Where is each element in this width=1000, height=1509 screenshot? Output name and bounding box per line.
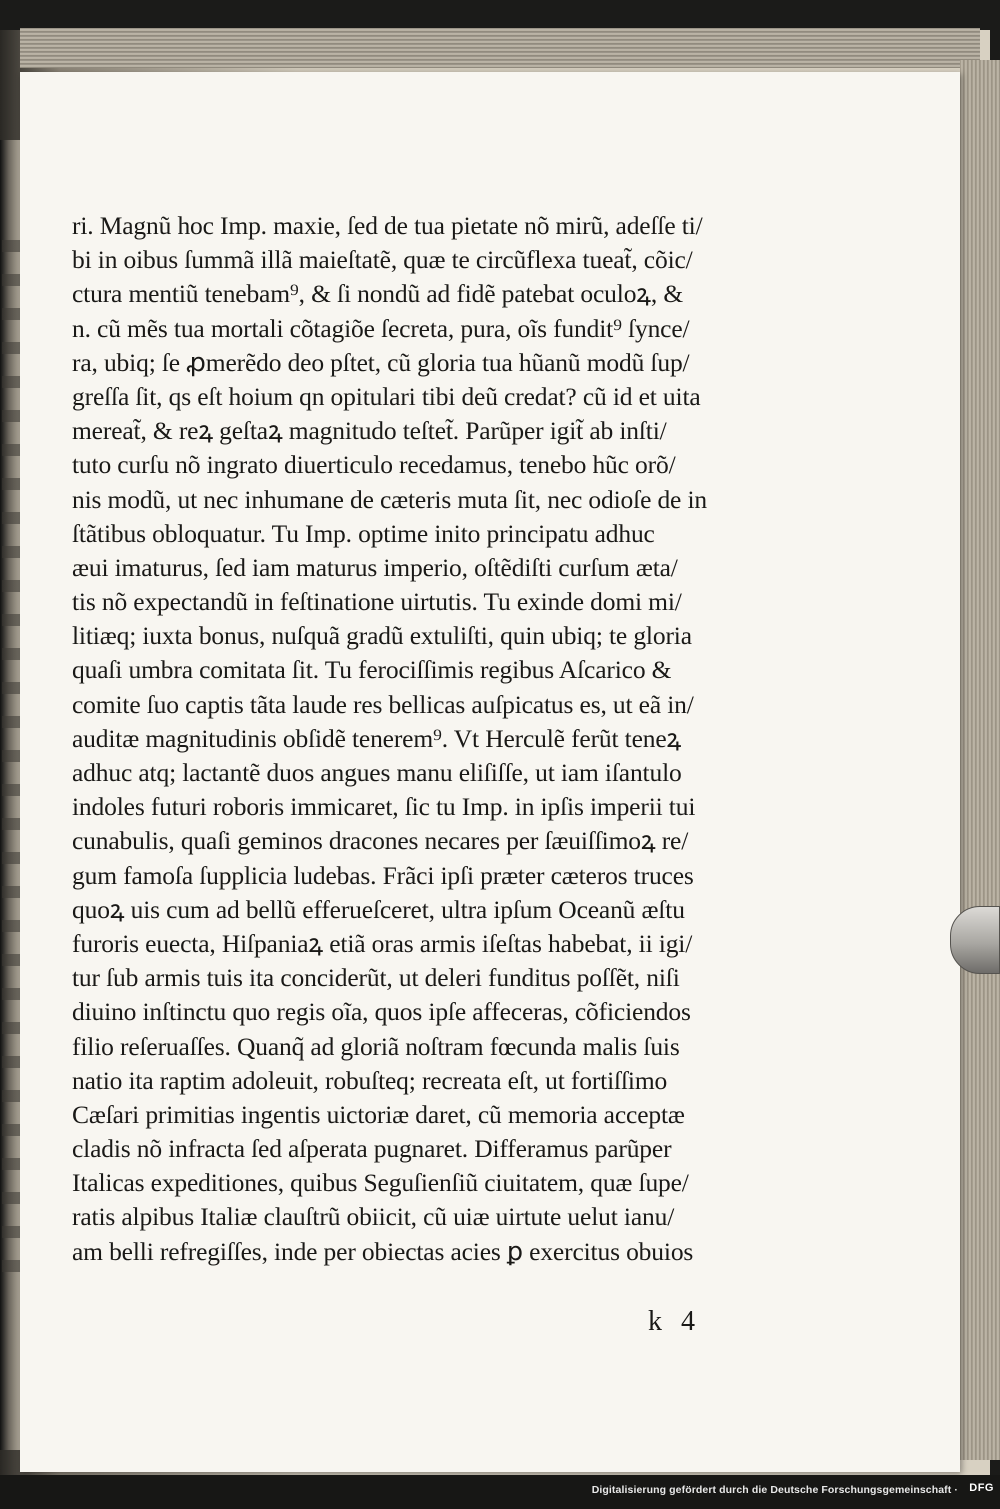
text-line: cladis nõ infracta ſed aſperata pugnaret. Differamus parũper xyxy=(72,1134,672,1164)
book-page xyxy=(20,72,960,1472)
footer-credit: Digitalisierung gefördert durch die Deutsche Forschungsgemeinschaft · xyxy=(591,1484,958,1496)
page-clip xyxy=(950,906,1000,974)
top-page-edges xyxy=(20,28,980,68)
text-line: ſtãtibus obloquatur. Tu Imp. optime inito principatu adhuc xyxy=(72,518,655,548)
text-line: quoꝝ uis cum ad bellũ efferueſceret, ultra ipſum Oceanũ æſtu xyxy=(72,894,685,924)
text-line: comite ſuo captis tãta laude res bellicas auſpicatus es, ut eã in/ xyxy=(72,689,694,719)
left-page-text-fragment xyxy=(2,240,20,1290)
text-line: cunabulis, quaſi geminos dracones necares per ſæuiſſimoꝝ re/ xyxy=(72,826,689,856)
fore-edge xyxy=(960,60,1000,1460)
text-line: litiæq; iuxta bonus, nuſquã gradũ extuliſti, quin ubiq; te gloria xyxy=(72,621,692,651)
text-line: gum famoſa ſupplicia ludebas. Frãci ipſi præter cæteros truces xyxy=(72,860,694,890)
text-line: furoris euecta, Hiſpaniaꝝ etiã oras armis iſeſtas habebat, ii igi/ xyxy=(72,928,693,958)
text-line: æui imaturus, ſed iam maturus imperio, oſtẽdiſti curſum æta/ xyxy=(72,552,678,582)
text-line: Cæſari primitias ingentis uictoriæ daret, cũ memoria acceptæ xyxy=(72,1099,685,1129)
text-line: quaſi umbra comitata ſit. Tu ferociſſimis regibus Aſcarico & xyxy=(72,655,672,685)
text-line: ctura mentiũ tenebam⁹, & ſi nondũ ad fidẽ patebat oculoꝝ, & xyxy=(72,279,684,309)
text-line: tur ſub armis tuis ita conciderũt, ut deleri funditus poſſẽt, niſi xyxy=(72,963,680,993)
text-line: ri. Magnũ hoc Imp. maxie, ſed de tua pietate nõ mirũ, adeſſe ti/ xyxy=(72,211,703,240)
text-line: bi in oibus ſummã illã maieſtatẽ, quæ te circũflexa tueat̃, cõic/ xyxy=(72,245,693,275)
text-line: ratis alpibus Italiæ clauſtrũ obiicit, cũ uiæ uirtute uelut ianu/ xyxy=(72,1202,675,1232)
text-line: Italicas expeditiones, quibus Seguſienſiũ ciuitatem, quæ ſupe/ xyxy=(72,1168,689,1198)
page-text-block xyxy=(72,209,802,1269)
dfg-logo: DFG xyxy=(969,1482,994,1494)
text-line: natio ita raptim adoleuit, robuſteq; recreata eſt, ut fortiſſimo xyxy=(72,1065,668,1095)
text-line: nis modũ, ut nec inhumane de cæteris muta ſit, nec odioſe de in xyxy=(72,484,707,514)
text-line: filio reſeruaſſes. Quanq̃ ad gloriã noſtram fœcunda malis ſuis xyxy=(72,1031,680,1061)
text-line: indoles futuri roboris immicaret, ſic tu Imp. in ipſis imperii tui xyxy=(72,792,696,822)
text-line: tuto curſu nõ ingrato diuerticulo recedamus, tenebo hũc orõ/ xyxy=(72,450,676,480)
text-line: tis nõ expectandũ in feſtinatione uirtutis. Tu exinde domi mi/ xyxy=(72,587,682,617)
text-line: greſſa ſit, qs eſt hoium qn opitulari tibi deũ credat? cũ id et uita xyxy=(72,381,701,411)
text-line: n. cũ mẽs tua mortali cõtagiõe ſecreta, pura, oĩs fundit⁹ ſynce/ xyxy=(72,313,690,343)
signature-mark: k 4 xyxy=(648,1306,701,1337)
text-line: diuino inſtinctu quo regis oĩa, quos ipſe affeceras, cõficiendos xyxy=(72,997,691,1027)
text-line: ra, ubiq; ſe ꝓmerẽdo deo pſtet, cũ gloria tua hũanũ modũ ſup/ xyxy=(72,347,690,377)
text-line: adhuc atq; lactantẽ duos angues manu eliſiſſe, ut iam iſantulo xyxy=(72,758,682,787)
text-line: mereat̃, & reꝝ geſtaꝝ magnitudo teſtet̃. Parũper igit̃ ab inſti/ xyxy=(72,416,667,446)
text-line: auditæ magnitudinis obſidẽ tenerem⁹. Vt Herculẽ ferũt teneꝝ xyxy=(72,723,682,753)
text-line: am belli refregiſſes, inde per obiectas acies ꝑ exercitus obuios xyxy=(72,1236,694,1266)
